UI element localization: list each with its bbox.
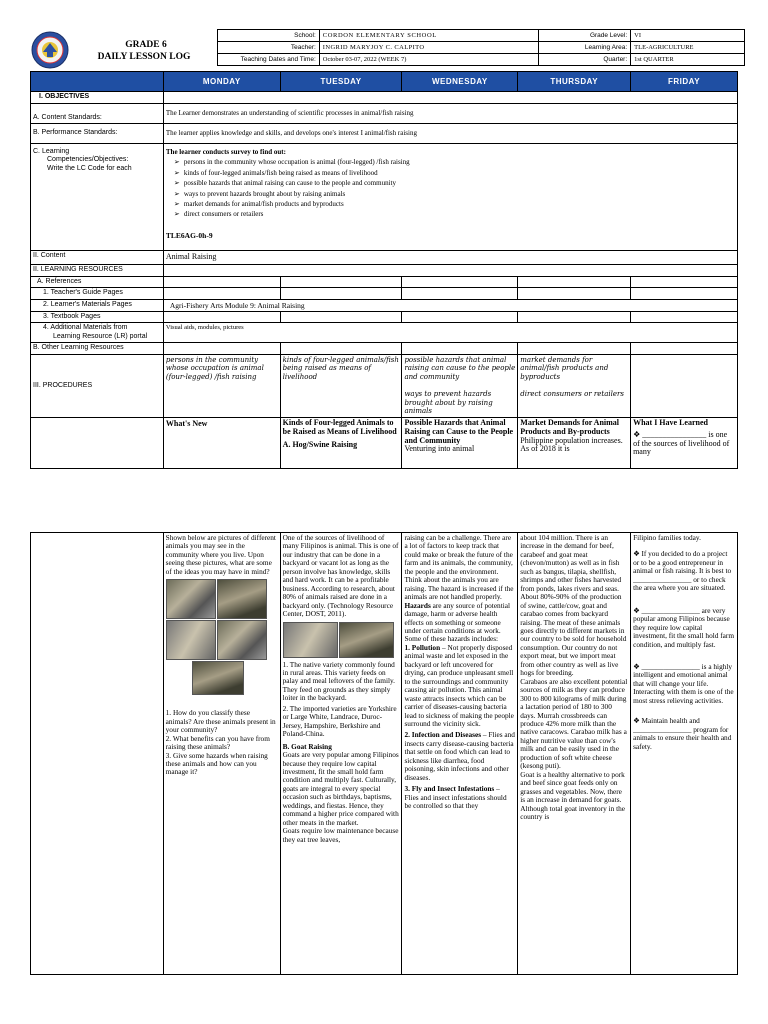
learning-area-value: TLE-AGRICULTURE (631, 42, 745, 54)
competencies-list (166, 158, 735, 218)
cell (280, 311, 402, 322)
tue-heading: Kinds of Four-legged Animals to be Raised as Means of Livelihood (282, 418, 397, 436)
cell (518, 277, 631, 288)
additional-materials-value: Visual aids, modules, pictures (163, 323, 737, 343)
competency-item: ➢ persons in the community whose occupation is animal (four-legged) /fish raising (173, 158, 410, 167)
competencies-label-line3: Write the LC Code for each (47, 164, 132, 172)
fri-heading: What I Have Learned (633, 418, 708, 428)
wed-heading-cell (402, 418, 518, 469)
wed-start-text: Venturing into animal (404, 444, 475, 454)
monday-content (163, 533, 280, 975)
fri-start-text: ❖ ________________ is one of the sources of livelihood of many (633, 429, 730, 457)
whats-new: What's New (163, 418, 280, 469)
hazard-2-title: 2. Infection and Diseases (404, 730, 482, 740)
thu-heading-cell (518, 418, 631, 469)
content-value: Animal Raising (163, 251, 737, 265)
teachers-guide-label: 1. Teacher's Guide Pages (31, 288, 164, 299)
arrow-bullet-icon: ➢ (173, 168, 180, 177)
goat-raising-heading: B. Goat Raising (282, 741, 332, 751)
proc-thursday-line1: market demands for animal/fish products and byproducts (520, 355, 609, 382)
cell (518, 343, 631, 354)
lc-code: TLE6AG-0h-9 (165, 230, 213, 240)
grade-level-label: Grade Level: (539, 30, 631, 42)
tue-paragraph-2: 1. The native variety commonly found in rural areas. This variety feeds on palay and meal leftovers of the family. They feed on grounds as they simply loiter in the backyard. (282, 659, 396, 703)
content-standards-value: The Learner demonstrates an understanding of scientific processes in animal/fish raising (163, 104, 737, 124)
competency-item: ➢ kinds of four-legged animals/fish being raised as means of livelihood (173, 168, 378, 177)
cell (163, 277, 280, 288)
thursday-content (518, 533, 631, 975)
cell (402, 277, 518, 288)
competency-item: ➢ ways to prevent hazards brought about by raising animals (173, 189, 346, 198)
fri-heading-cell (631, 418, 738, 469)
arrow-bullet-icon: ➢ (173, 210, 180, 219)
day-friday: FRIDAY (631, 72, 738, 92)
arrow-bullet-icon: ➢ (173, 189, 180, 198)
wed-paragraph-1: raising can be a challenge. There are a lot of factors to keep track that could make or break the future of the farm and its animals, the community, the people and the environment. Think about the animals you are raising. The hazard is increased if the animals are not handled properly. (404, 533, 514, 602)
cell (280, 343, 402, 354)
animal-photo (166, 620, 216, 660)
doc-title: DAILY LESSON LOG (97, 52, 191, 62)
grade-level-value: VI (631, 30, 745, 42)
cell (402, 343, 518, 354)
proc-wednesday-line2: ways to prevent hazards brought about by raising animals (404, 389, 493, 416)
learners-materials-label: 2. Learner's Materials Pages (31, 299, 164, 311)
pig-photo (283, 622, 338, 658)
cell (631, 354, 738, 418)
resources-label: II. LEARNING RESOURCES (31, 265, 164, 277)
school-value: CORDON ELEMENTARY SCHOOL (319, 30, 539, 42)
cell (631, 288, 738, 299)
competencies-label (31, 144, 164, 251)
proc-thursday-line2: direct consumers or retailers (520, 389, 624, 398)
animal-photo (166, 579, 216, 619)
cell (280, 288, 402, 299)
competencies-label-line2: Competencies/Objectives: (47, 156, 129, 164)
cell (163, 311, 280, 322)
fri-paragraph-2: ❖ If you decided to do a project or to be a good entrepreneur in animal or fish raising. It is best to ________________ or to check the area where you are situated. (633, 549, 732, 593)
cell (631, 277, 738, 288)
wed-hazard-3 (404, 785, 515, 810)
objectives-blank (163, 92, 737, 104)
objectives-label: I. OBJECTIVES (31, 92, 164, 104)
additional-materials-line2: Learning Resource (LR) portal (53, 332, 148, 340)
cell (402, 311, 518, 322)
cell (518, 288, 631, 299)
dates-value: October 03-07, 2022 (WEEK 7) (319, 54, 539, 66)
teacher-label: Teacher: (218, 42, 320, 54)
hazards-definition: are any source of potential damage, harm or adverse health effects on something or someone under certain conditions at work. Some of these hazards includes: (404, 600, 511, 644)
procedures-label: III. PROCEDURES (31, 354, 164, 418)
competencies-cell (163, 144, 737, 251)
other-resources-label: B. Other Learning Resources (31, 343, 164, 354)
monday-question-1: 1. How do you classify these animals? Are these animals present in your community? (165, 708, 276, 735)
wednesday-content (402, 533, 518, 975)
thu-heading: Market Demands for Animal Products and By-products (520, 418, 619, 436)
cell (163, 288, 280, 299)
cell (280, 277, 402, 288)
wed-hazard-2 (404, 731, 515, 782)
tue-paragraph-1: One of the sources of livelihood of many Filipinos is animal. This is one of our industry that can be done in a backyard or vacant lot as long as the person involve has knowledge, skills and hard work. It can be a profitable business. According to research, about 80% of animals raised are done in a backyard only. (Technology Resource Center, DOST, 2011). (282, 533, 399, 619)
thu-start-text: Philippine population increases. As of 2018 it is (520, 435, 623, 454)
monday-intro: Shown below are pictures of different animals you may see in the community where you live. Upon seeing these pictures, what are some of the ideas you may have in mind? (165, 533, 276, 576)
animal-photo (217, 579, 267, 619)
proc-monday: persons in the community whose occupation is animal (four-legged) /fish raising (163, 354, 280, 418)
day-tuesday: TUESDAY (280, 72, 402, 92)
pig-photo (339, 622, 394, 658)
thu-paragraph-3: Goat is a healthy alternative to pork and beef since goat feeds only on grasses and vegetables. Now, there is an increase in demand for goats. Although total goat inventory in the country is (520, 769, 626, 821)
proc-wednesday (402, 354, 518, 418)
lesson-log-table (30, 71, 738, 469)
proc-wednesday-line1: possible hazards that animal raising can cause to the people and community (404, 355, 516, 382)
cell (31, 418, 164, 469)
arrow-bullet-icon: ➢ (173, 199, 180, 208)
animal-photo-grid (166, 579, 270, 695)
friday-content (631, 533, 738, 975)
day-header-blank (31, 72, 164, 92)
quarter-label: Quarter: (539, 54, 631, 66)
deped-seal-logo (31, 31, 69, 69)
school-label: School: (218, 30, 320, 42)
cell (402, 288, 518, 299)
dates-label: Teaching Dates and Time: (218, 54, 320, 66)
additional-materials-line1: 4. Additional Materials from (43, 324, 128, 332)
performance-standards-value: The learner applies knowledge and skills, and develops one's interest I animal/fish raising (163, 124, 737, 144)
performance-standards-label: B. Performance Standards: (31, 124, 164, 144)
lesson-log-table-continued (30, 532, 738, 975)
hazard-3-title: 3. Fly and Insect Infestations (404, 784, 495, 794)
teacher-value: INGRID MARYJOY C. CALPITO (319, 42, 539, 54)
competency-item: ➢ possible hazards that animal raising can cause to the people and community (173, 179, 396, 188)
content-label: II. Content (31, 251, 164, 265)
textbook-label: 3. Textbook Pages (31, 311, 164, 322)
wed-hazards (404, 602, 515, 644)
proc-thursday (518, 354, 631, 418)
competency-item: ➢ market demands for animal/fish products and byproducts (173, 199, 344, 208)
learning-area-label: Learning Area: (539, 42, 631, 54)
wed-heading: Possible Hazards that Animal Raising can Cause to the People and Community (404, 418, 514, 445)
arrow-bullet-icon: ➢ (173, 158, 180, 167)
additional-materials-label (31, 323, 164, 343)
wed-hazard-1 (404, 644, 515, 729)
fri-paragraph-1: Filipino families today. (633, 533, 701, 542)
cell (631, 343, 738, 354)
animal-photo (217, 620, 267, 660)
hazards-term: Hazards (404, 600, 431, 610)
tuesday-content (280, 533, 402, 975)
quarter-value: 1st QUARTER (631, 54, 745, 66)
fri-paragraph-5: ❖ Maintain health and ________________ program for animals to ensure their health and safety. (633, 716, 732, 751)
references-label: A. References (31, 277, 164, 288)
day-wednesday: WEDNESDAY (402, 72, 518, 92)
cell (518, 311, 631, 322)
pig-photos (283, 622, 400, 658)
fri-paragraph-3: ❖ ________________ are very popular among Filipinos because they require low capital investment, fit the small hold farm condition, and multiply fast. (633, 605, 734, 649)
cell (631, 311, 738, 322)
monday-question-2: 2. What benefits can you have from raising these animals? (165, 733, 270, 752)
hazard-1-text: – Not properly disposed animal waste and let exposed in the backyard or left uncovered for drying, can produce unpleasant smell to the surroundings and community causing air pollution. This animal waste attracts insects which can be carrier of diseases-causing bacteria lead to sickness of making the people surround the vicinity sick. (404, 642, 514, 728)
competencies-label-line1: C. Learning (33, 148, 70, 155)
header-info-table (217, 29, 745, 66)
tue-paragraph-3: 2. The imported varieties are Yorkshire or Large White, Landrace, Duroc-Jersey, Hampshire, Berkshire and Poland-China. (282, 703, 397, 739)
arrow-bullet-icon: ➢ (173, 179, 180, 188)
day-thursday: THURSDAY (518, 72, 631, 92)
thu-paragraph-1: about 104 million. There is an increase in the demand for beef, carabeef and goat meat (chevon/mutton) as well as in fish such as bangus, tilapia, shellfish, shrimps and other fishes harvested from ponds, lakes rivers and seas. About 80%-90% of the production of swine, cattle/cow, goat and carabao comes from backyard raising. The meat of these animals goes directly to different markets in our country to be sold for household consumption. Our country do not export meat, but we import meat from other country as well as live hogs for breeding. (520, 533, 627, 678)
proc-tuesday: kinds of four-legged animals/fish being raised as means of livelihood (280, 354, 402, 418)
animal-photo (192, 661, 244, 695)
hazard-2-text: – Flies and insects carry disease-causing bacteria that settle on food which can lead to sickness like diarrhea, food poisoning, skin infections and other diseases. (404, 730, 515, 782)
monday-question-3: 3. Give some hazards when raising these animals and how can you manage it? (165, 750, 268, 777)
day-monday: MONDAY (163, 72, 280, 92)
fri-paragraph-4: ❖ ________________ is a highly intelligent and emotional animal that will change your life. Interacting with them is one of the most stress relieving activities. (633, 661, 734, 705)
resources-blank (163, 265, 737, 277)
content-standards-label: A. Content Standards: (31, 104, 164, 124)
cell (31, 533, 164, 975)
competency-item: ➢ direct consumers or retailers (173, 210, 264, 219)
cell (163, 343, 280, 354)
hazard-1-title: 1. Pollution (404, 642, 441, 652)
hazard-3-text: – Flies and insect infestations should be controlled so that they (404, 784, 507, 811)
thu-paragraph-2: Carabaos are also excellent potential sources of milk as they can produce 300 to 800 kilograms of milk during a lactation period of 180 to 300 days. Murrah crossbreeds can produce 42% more milk than the native caracows. Carabao milk has a higher nutritive value than cow's milk and can be easily used in the production of soft white cheese (kesong puti). (520, 676, 628, 771)
tue-subheading: A. Hog/Swine Raising (282, 439, 358, 449)
tue-heading-cell (280, 418, 402, 469)
competencies-intro: The learner conducts survey to find out: (165, 148, 286, 156)
grade-title: GRADE 6 (125, 40, 167, 50)
tue-paragraph-4: Goats are very popular among Filipinos because they require low capital investment, fit the small hold farm condition and multiply fast. Culturally, goats are integral to every special occasion such as birthdays, baptisms, weddings, and fiestas. Hence, they command a higher price compared with other meats in the market. (282, 750, 399, 827)
learners-materials-value: Agri-Fishery Arts Module 9: Animal Raising (163, 299, 737, 311)
tue-paragraph-5: Goats require low maintenance because they eat tree leaves, (282, 826, 399, 844)
